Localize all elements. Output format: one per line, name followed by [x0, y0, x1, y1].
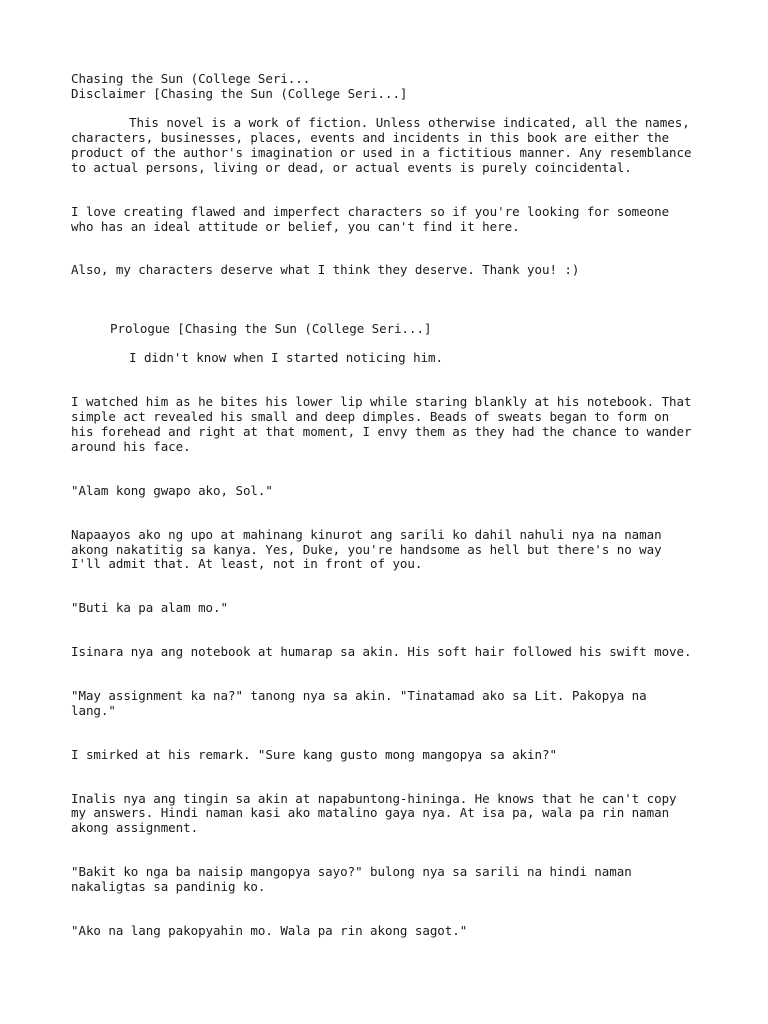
disclaimer-p1-line-1: This novel is a work of fiction. Unless otherwise indicated, all the names,	[129, 115, 690, 130]
prologue-p3-line-1: Napaayos ako ng upo at mahinang kinurot ang sarili ko dahil nahuli nya na naman	[71, 527, 662, 542]
prologue-p1-line-2: simple act revealed his small and deep dimples. Beads of sweats began to form on	[71, 409, 670, 424]
prologue-p2: "Alam kong gwapo ako, Sol."	[71, 483, 273, 498]
disclaimer-heading: Disclaimer [Chasing the Sun (College Seri...]	[71, 86, 408, 101]
prologue-p3-line-3: I'll admit that. At least, not in front of you.	[71, 556, 423, 571]
prologue-p1-line-4: around his face.	[71, 439, 191, 454]
prologue-p3-line-2: akong nakatitig sa kanya. Yes, Duke, you're handsome as hell but there's no way	[71, 542, 662, 557]
prologue-p4: "Buti ka pa alam mo."	[71, 600, 228, 615]
book-title: Chasing the Sun (College Seri...	[71, 71, 311, 86]
disclaimer-p3: Also, my characters deserve what I think they deserve. Thank you! :)	[71, 262, 580, 277]
prologue-p6-line-2: lang."	[71, 703, 116, 718]
prologue-p5: Isinara nya ang notebook at humarap sa akin. His soft hair followed his swift move.	[71, 644, 692, 659]
disclaimer-p1-line-3: product of the author's imagination or used in a fictitious manner. Any resemblance	[71, 145, 692, 160]
prologue-p6-line-1: "May assignment ka na?" tanong nya sa akin. "Tinatamad ako sa Lit. Pakopya na	[71, 688, 647, 703]
disclaimer-p1-line-4: to actual persons, living or dead, or actual events is purely coincidental.	[71, 160, 632, 175]
disclaimer-p1-line-2: characters, businesses, places, events and incidents in this book are either the	[71, 130, 670, 145]
prologue-p9-line-2: nakaligtas sa pandinig ko.	[71, 879, 266, 894]
prologue-heading: Prologue [Chasing the Sun (College Seri...]	[110, 321, 432, 336]
prologue-p9-line-1: "Bakit ko nga ba naisip mangopya sayo?" bulong nya sa sarili na hindi naman	[71, 864, 632, 879]
disclaimer-p2-line-2: who has an ideal attitude or belief, you can't find it here.	[71, 219, 520, 234]
prologue-p8-line-1: Inalis nya ang tingin sa akin at napabuntong-hininga. He knows that he can't copy	[71, 791, 677, 806]
prologue-p8-line-3: akong assignment.	[71, 820, 199, 835]
prologue-opening: I didn't know when I started noticing him.	[129, 350, 443, 365]
prologue-p10: "Ako na lang pakopyahin mo. Wala pa rin akong sagot."	[71, 923, 468, 938]
disclaimer-p2-line-1: I love creating flawed and imperfect characters so if you're looking for someone	[71, 204, 670, 219]
prologue-p1-line-1: I watched him as he bites his lower lip while staring blankly at his notebook. That	[71, 394, 692, 409]
prologue-p7: I smirked at his remark. "Sure kang gusto mong mangopya sa akin?"	[71, 747, 557, 762]
prologue-p8-line-2: my answers. Hindi naman kasi ako matalino gaya nya. At isa pa, wala pa rin naman	[71, 805, 670, 820]
prologue-p1-line-3: his forehead and right at that moment, I envy them as they had the chance to wander	[71, 424, 692, 439]
